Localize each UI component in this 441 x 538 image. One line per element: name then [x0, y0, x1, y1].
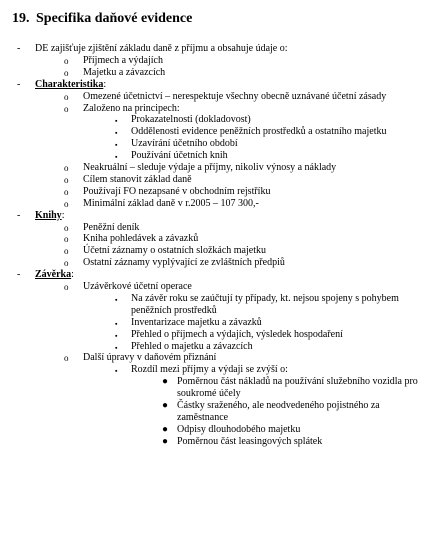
dash-bullet-icon: - — [17, 43, 21, 54]
list-item — [177, 376, 418, 388]
circle-bullet-icon: o — [64, 258, 69, 269]
list-item-text: Další úpravy v daňovém přiznání — [83, 352, 217, 364]
list-item — [83, 91, 386, 103]
list-item-text: Cílem stanovit základ daně — [83, 173, 192, 185]
list-item-text: Poměrnou část nákladů na používání služebního vozidla pro — [177, 376, 418, 388]
list-item-text: soukromé účely — [177, 388, 241, 400]
list-item — [83, 257, 285, 269]
square-bullet-icon: ▪ — [115, 343, 118, 352]
list-item — [177, 424, 300, 436]
list-item — [177, 388, 241, 400]
list-item — [131, 114, 251, 126]
circle-bullet-icon: o — [64, 234, 69, 245]
subheading: Knihy — [35, 209, 62, 221]
square-bullet-icon: ▪ — [115, 129, 118, 138]
list-item-text: Příjmech a výdajích — [83, 54, 163, 66]
list-item-text: Poměrnou část leasingových splátek — [177, 435, 323, 447]
list-item-text: Kniha pohledávek a závazků — [83, 233, 199, 245]
square-bullet-icon: ▪ — [115, 331, 118, 340]
list-item-text: : — [61, 209, 65, 221]
list-item-text: Částky sraženého, ale neodvedeného pojistného za — [177, 400, 380, 411]
circle-bullet-icon: o — [64, 186, 69, 197]
square-bullet-icon: ▪ — [115, 141, 118, 150]
dash-bullet-icon: - — [17, 209, 21, 221]
list-item-text: Přehled o majetku a závazcích — [131, 340, 253, 352]
list-item — [83, 103, 180, 115]
list-item-text: Omezené účetnictví – nerespektuje všechny obecně uznávané účetní zásady — [83, 90, 387, 102]
circle-bullet-icon: o — [64, 246, 69, 257]
list-item-text: Používání účetních knih — [131, 150, 228, 162]
list-item-text: Oddělenosti evidence peněžních prostředků a ostatního majetku — [131, 126, 387, 138]
list-item-text: Založeno na principech: — [83, 102, 180, 114]
list-item-text: Uzavírání účetního období — [131, 138, 238, 150]
dash-bullet-icon: - — [17, 78, 21, 90]
circle-bullet-icon: o — [64, 55, 69, 66]
circle-bullet-icon: o — [64, 222, 69, 233]
circle-bullet-icon: o — [64, 163, 69, 173]
square-bullet-icon: ▪ — [115, 153, 118, 162]
list-item — [83, 55, 163, 67]
list-item — [83, 162, 336, 174]
list-item-text: Odpisy dlouhodobého majetku — [177, 423, 301, 435]
list-item — [177, 436, 322, 448]
list-item-text: Prokazatelnosti (dokladovost) — [131, 114, 251, 126]
list-item — [131, 150, 228, 162]
circle-bullet-icon: o — [64, 353, 69, 364]
list-item-text: Majetku a závazcích — [83, 66, 166, 78]
list-item — [177, 400, 380, 412]
subheading: Charakteristika — [35, 78, 104, 90]
list-item-text: : — [103, 78, 107, 90]
section-title — [12, 10, 192, 28]
square-bullet-icon: ▪ — [115, 117, 118, 126]
circle-bullet-icon: o — [64, 91, 69, 102]
list-item-text: Účetní záznamy o ostatních složkách majetku — [83, 245, 266, 257]
list-item — [83, 186, 270, 198]
circle-bullet-icon: o — [64, 282, 69, 292]
list-item-text: : — [71, 269, 74, 281]
dot-bullet-icon: ● — [162, 435, 169, 447]
section-number: 19. — [12, 11, 30, 26]
dash-bullet-icon: - — [17, 269, 21, 281]
list-item-text: DE zajišťuje zjištění základu daně z příjmu a obsahuje údaje o: — [35, 43, 288, 54]
list-item-text: Uzávěrkové účetní operace — [83, 281, 192, 292]
list-item — [131, 329, 343, 341]
list-item — [83, 352, 216, 364]
dot-bullet-icon: ● — [162, 376, 169, 388]
list-item — [35, 43, 288, 55]
circle-bullet-icon: o — [64, 67, 69, 78]
list-item — [131, 293, 399, 305]
square-bullet-icon: ▪ — [115, 295, 118, 304]
dot-bullet-icon: ● — [162, 400, 169, 411]
list-item — [131, 138, 238, 150]
square-bullet-icon: ▪ — [115, 367, 118, 376]
list-item-text: peněžních prostředků — [131, 304, 217, 316]
list-item — [83, 233, 198, 245]
dot-bullet-icon: ● — [162, 423, 169, 435]
section-heading: Specifika daňové evidence — [36, 11, 193, 26]
list-item — [131, 305, 217, 317]
list-item — [83, 222, 139, 234]
list-item — [83, 281, 192, 293]
list-item-text: Přehled o příjmech a výdajích, výsledek hospodaření — [131, 328, 343, 340]
list-item-text: Minimální základ daně v r.2005 – 107 300,- — [83, 197, 259, 209]
list-item — [35, 210, 64, 222]
square-bullet-icon: ▪ — [115, 319, 118, 328]
list-item-text: zaměstnance — [177, 411, 229, 423]
circle-bullet-icon: o — [64, 198, 69, 209]
list-item-text: Ostatní záznamy vyplývající ze zvláštních předpiů — [83, 257, 285, 269]
list-item — [35, 269, 74, 281]
list-item — [131, 126, 386, 138]
list-item — [131, 317, 262, 329]
list-item-text: Na závěr roku se zaúčtují ty případy, kt. nejsou spojeny s pohybem — [131, 292, 399, 304]
list-item — [131, 364, 288, 376]
list-item — [35, 79, 106, 91]
list-item-text: Používají FO nezapsané v obchodním rejstříku — [83, 185, 271, 197]
list-item-text: Peněžní deník — [83, 221, 140, 233]
list-item — [131, 341, 253, 353]
circle-bullet-icon: o — [64, 103, 69, 114]
list-item-text: Neakruální – sleduje výdaje a příjmy, nikoliv výnosy a náklady — [83, 162, 337, 173]
circle-bullet-icon: o — [64, 174, 69, 185]
list-item — [83, 67, 165, 79]
subheading: Závěrka — [35, 269, 72, 281]
list-item — [177, 412, 228, 424]
list-item — [83, 198, 259, 210]
list-item — [83, 174, 192, 186]
list-item — [83, 245, 266, 257]
list-item-text: Inventarizace majetku a závazků — [131, 316, 262, 328]
list-item-text: Rozdíl mezi příjmy a výdaji se zvýší o: — [131, 364, 288, 376]
